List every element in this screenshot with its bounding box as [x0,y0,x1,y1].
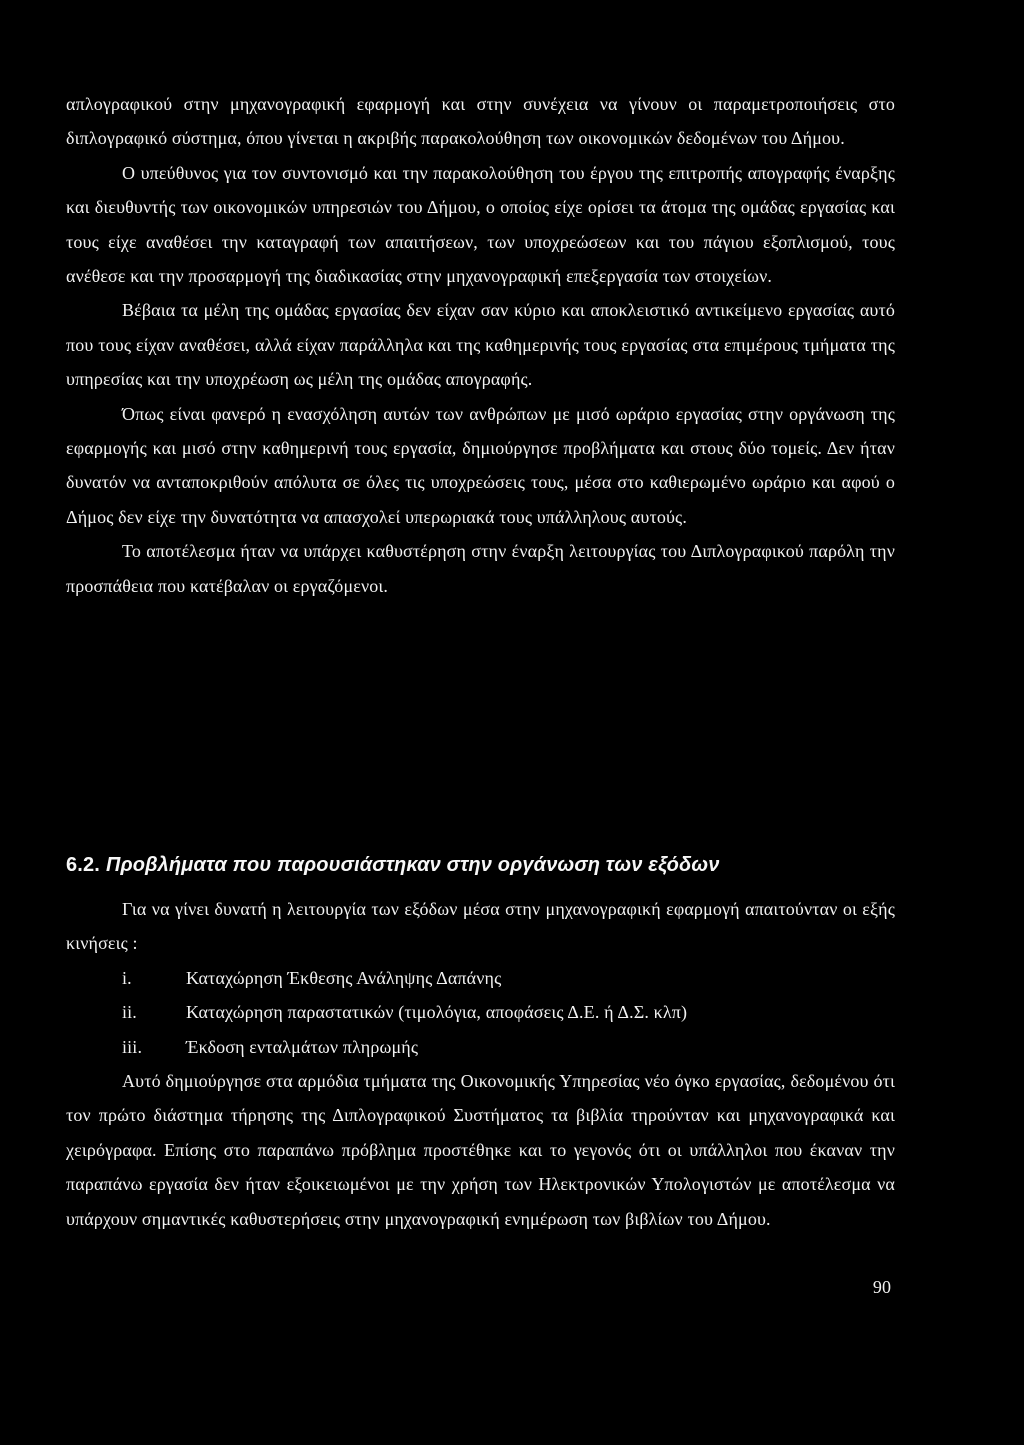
list-item-text: Καταχώρηση παραστατικών (τιμολόγια, αποφάσεις Δ.Ε. ή Δ.Σ. κλπ) [186,1002,688,1023]
paragraph: Ο υπεύθυνος για τον συντονισμό και την παρακολούθηση του έργου της επιτροπής απογραφής έναρξης και διευθυντής των οικονομικών υπηρεσιών του Δήμου, ο οποίος είχε ορίσει τα άτομα της ομάδας εργασίας και τους είχε αναθέσει την καταγραφή των απαιτήσεων, των υποχρεώσεων και του πάγιου εξοπλισμού, τους ανέθεσε και την προσαρμογή της διαδικασίας στην μηχανογραφική επεξεργασία των στοιχείων. [66,162,895,287]
list-item-number: ii. [122,1002,137,1023]
section-number: 6.2. [66,854,100,876]
list-item-number: iii. [122,1036,143,1057]
action-list [66,961,895,1064]
section-title: Προβλήματα που παρουσιάστηκαν στην οργάνωση των εξόδων [105,854,720,876]
list-item-text: Καταχώρηση Έκθεσης Ανάληψης Δαπάνης [186,967,502,988]
bottom-text-block [66,892,895,1236]
paragraph: Βέβαια τα μέλη της ομάδας εργασίας δεν είχαν σαν κύριο και αποκλειστικό αντικείμενο εργασίας αυτό που τους είχαν αναθέσει, αλλά είχαν παράλληλα και της καθημερινής τους εργασίας στα επιμέρους τμήματα της υπηρεσίας και την υποχρέωση ως μέλη της ομάδας απογραφής. [66,300,895,390]
list-item [66,961,895,995]
list-item [66,1030,895,1064]
paragraph: Το αποτέλεσμα ήταν να υπάρχει καθυστέρηση στην έναρξη λειτουργίας του Διπλογραφικού παρόλη την προσπάθεια που κατέβαλαν οι εργαζόμενοι. [66,541,895,596]
page-number: 90 [872,1277,892,1297]
list-item-text: Έκδοση ενταλμάτων πληρωμής [186,1036,419,1057]
section-heading [66,848,895,882]
list-item [66,995,895,1029]
closing-paragraph: Αυτό δημιούργησε στα αρμόδια τμήματα της Οικονομικής Υπηρεσίας νέο όγκο εργασίας, δεδομένου ότι τον πρώτο διάστημα τήρησης της Διπλογραφικού Συστήματος τα βιβλία τηρούνταν και μηχανογραφικά και χειρόγραφα. Επίσης στο παραπάνω πρόβλημα προστέθηκε και το γεγονός ότι οι υπάλληλοι που έκαναν την παραπάνω εργασία δεν ήταν εξοικειωμένοι με την χρήση των Ηλεκτρονικών Υπολογιστών με αποτέλεσμα να υπάρχουν σημαντικές καθυστερήσεις στην μηχανογραφική ενημέρωση των βιβλίων του Δήμου. [66,1070,895,1229]
list-item-number: i. [122,967,132,988]
top-text-block [66,87,895,603]
paragraph-continuation: απλογραφικού στην μηχανογραφική εφαρμογή και στην συνέχεια να γίνουν οι παραμετροποιήσεις στο διπλογραφικό σύστημα, όπου γίνεται η ακριβής παρακολούθηση των οικονομικών δεδομένων του Δήμου. [66,94,895,149]
paragraph: Όπως είναι φανερό η ενασχόληση αυτών των ανθρώπων με μισό ωράριο εργασίας στην οργάνωση της εφαρμογής και μισό στην καθημερινή τους εργασία, δημιούργησε προβλήματα και στους δύο τομείς. Δεν ήταν δυνατόν να ανταποκριθούν απόλυτα σε όλες τις υποχρεώσεις τους, μέσα στο καθιερωμένο ωράριο και αφού ο Δήμος δεν είχε την δυνατότητα να απασχολεί υπερωριακά τους υπάλληλους αυτούς. [66,403,895,527]
intro-paragraph: Για να γίνει δυνατή η λειτουργία των εξόδων μέσα στην μηχανογραφική εφαρμογή απαιτούνταν οι εξής κινήσεις : [66,899,895,954]
